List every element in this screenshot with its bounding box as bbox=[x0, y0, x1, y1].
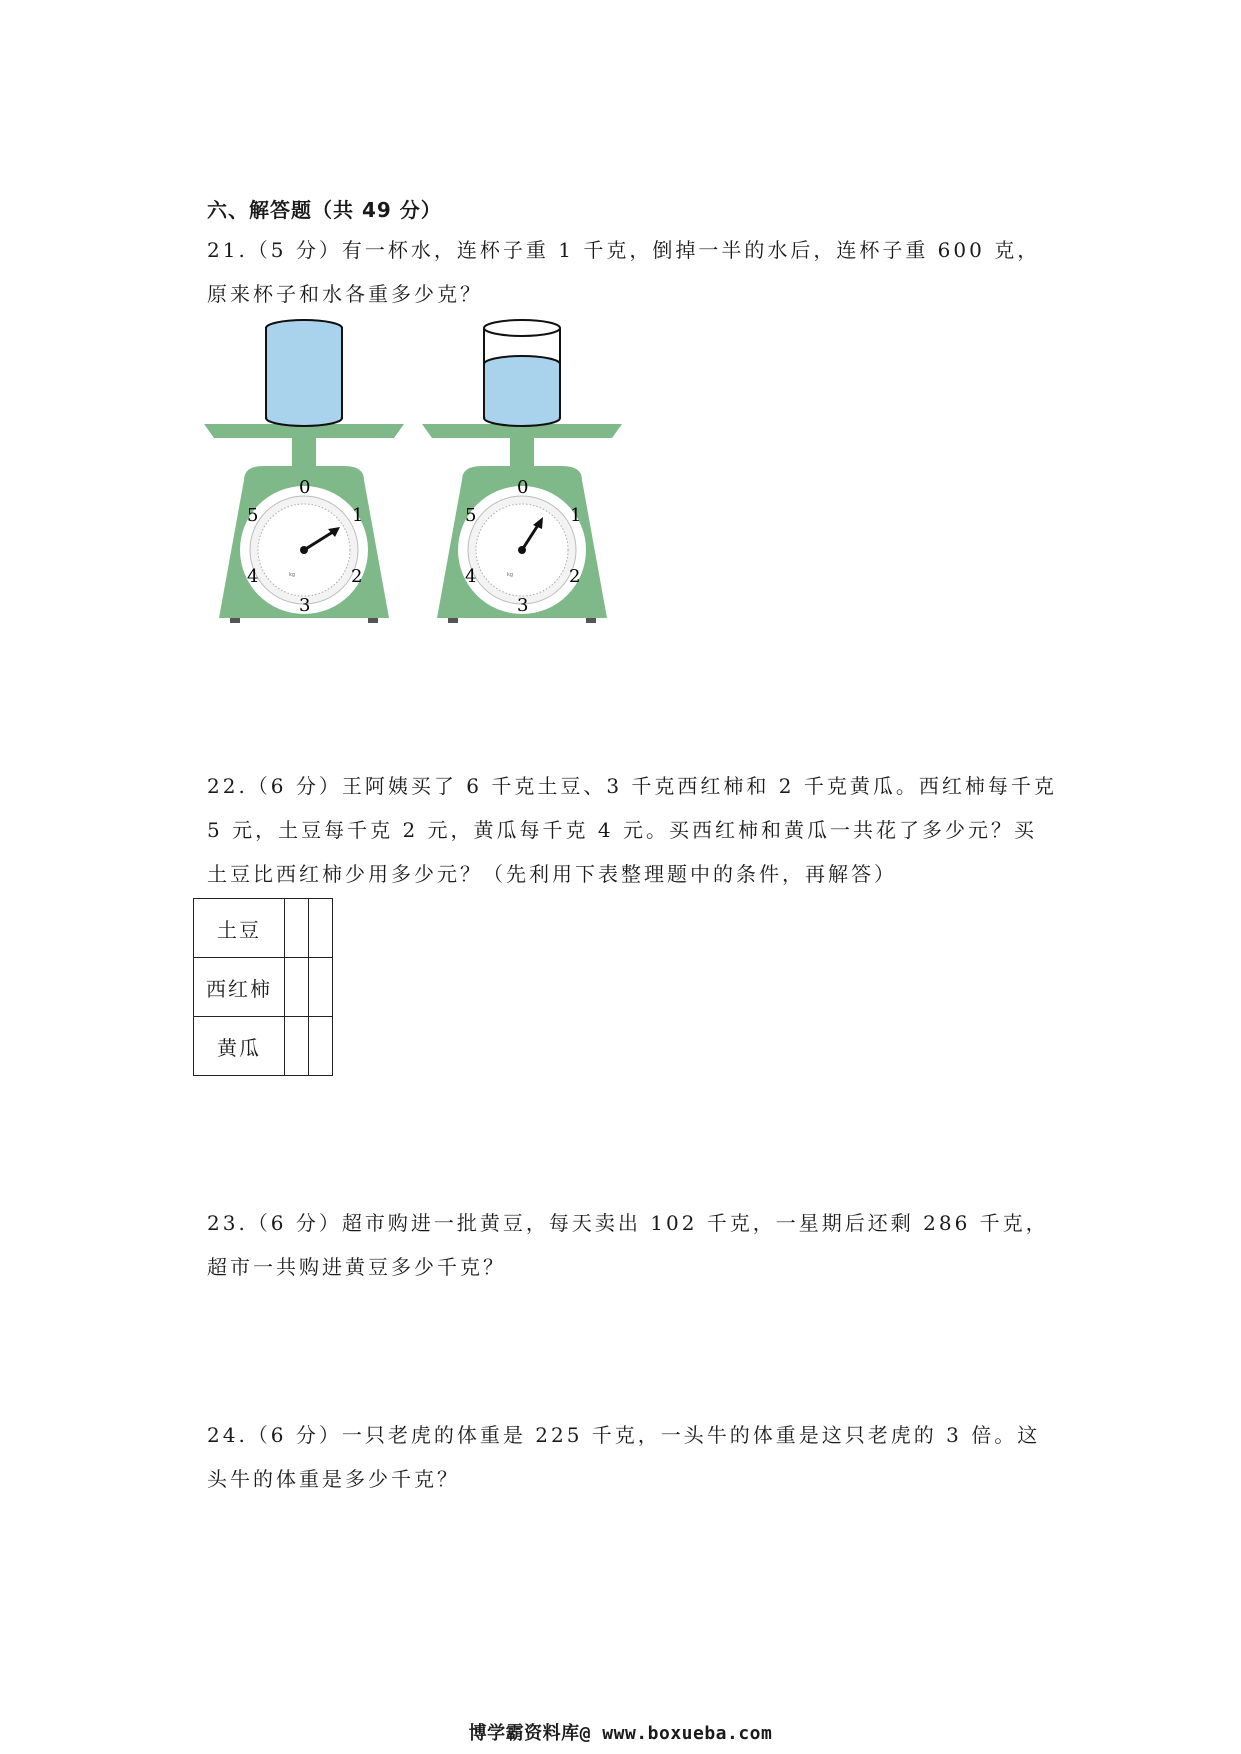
table-blank-cell bbox=[309, 1017, 333, 1076]
vegetable-table bbox=[193, 898, 333, 1076]
table-row bbox=[194, 899, 333, 958]
question-22: 22.（6 分）王阿姨买了 6 千克土豆、3 千克西红柿和 2 千克黄瓜。西红柿每千克 5 元，土豆每千克 2 元，黄瓜每千克 4 元。买西红柿和黄瓜一共花了多少元？买土豆比西红柿少用多少元？（先利用下表整理题中的条件，再解答） bbox=[207, 774, 1057, 886]
dial-number-1: 1 bbox=[570, 505, 582, 526]
table-blank-cell bbox=[285, 899, 309, 958]
question-21: 21.（5 分）有一杯水，连杯子重 1 千克，倒掉一半的水后，连杯子重 600 克，原来杯子和水各重多少克？ bbox=[207, 238, 1041, 306]
table-blank-cell bbox=[309, 899, 333, 958]
table-cell-tomato: 西红柿 bbox=[194, 958, 285, 1017]
table-row bbox=[194, 1017, 333, 1076]
dial-number-4: 4 bbox=[465, 566, 477, 587]
scales-illustration bbox=[204, 318, 644, 630]
table-blank-cell bbox=[285, 958, 309, 1017]
table-cell-potato: 土豆 bbox=[194, 899, 285, 958]
dial-number-5: 5 bbox=[247, 505, 259, 526]
table-blank-cell bbox=[309, 958, 333, 1017]
dial-number-4: 4 bbox=[247, 566, 259, 587]
dial-number-0: 0 bbox=[299, 477, 311, 498]
table-cell-cucumber: 黄瓜 bbox=[194, 1017, 285, 1076]
dial-number-3: 3 bbox=[299, 595, 311, 616]
footer-watermark: 博学霸资料库@ www.boxueba.com bbox=[468, 1723, 773, 1744]
table-blank-cell bbox=[285, 1017, 309, 1076]
question-24: 24.（6 分）一只老虎的体重是 225 千克，一头牛的体重是这只老虎的 3 倍。这头牛的体重是多少千克？ bbox=[207, 1423, 1041, 1491]
dial-number-1: 1 bbox=[352, 505, 364, 526]
dial-number-0: 0 bbox=[517, 477, 529, 498]
dial-number-2: 2 bbox=[351, 566, 363, 587]
dial-number-2: 2 bbox=[569, 566, 581, 587]
table-row bbox=[194, 958, 333, 1017]
dial-number-3: 3 bbox=[517, 595, 529, 616]
section-title: 六、解答题（共 49 分） bbox=[207, 198, 442, 222]
question-23: 23.（6 分）超市购进一批黄豆，每天卖出 102 千克，一星期后还剩 286 千克，超市一共购进黄豆多少千克？ bbox=[207, 1211, 1049, 1279]
dial-number-5: 5 bbox=[465, 505, 477, 526]
